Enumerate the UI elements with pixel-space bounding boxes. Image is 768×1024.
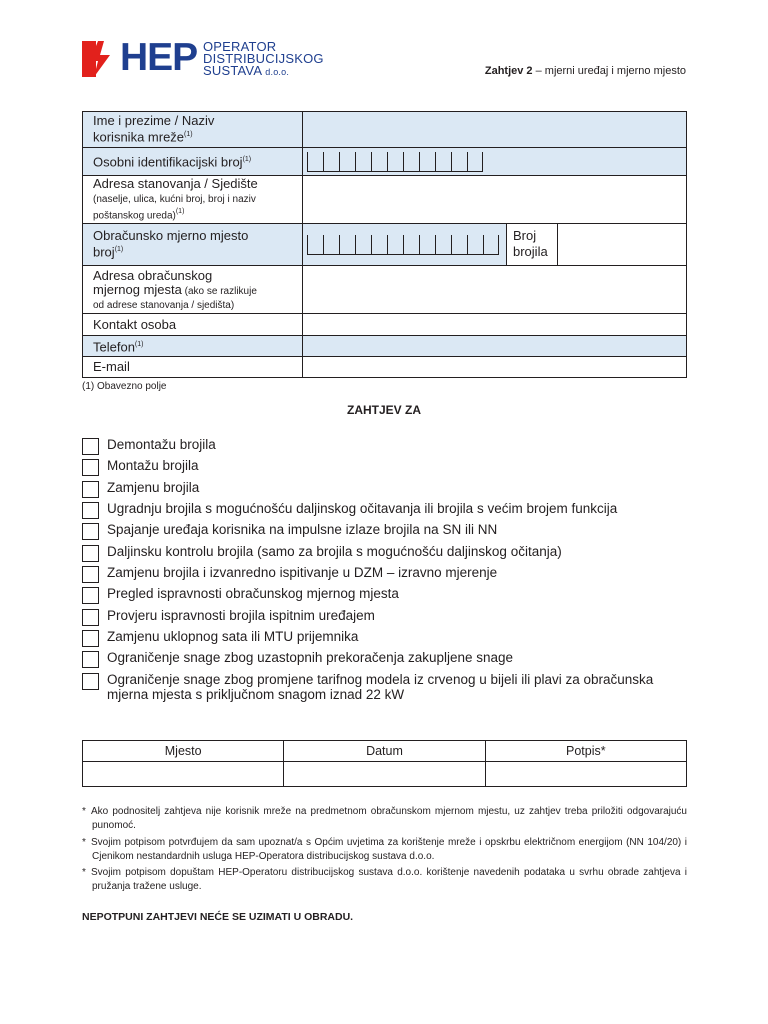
logo-brand: HEP <box>120 36 198 79</box>
option-checkbox[interactable] <box>82 481 99 498</box>
signature-input[interactable] <box>485 762 686 787</box>
metering-address-hint-3: od adrese stanovanja / sjedišta) <box>93 299 235 311</box>
option-checkbox[interactable] <box>82 566 99 583</box>
section-title: ZAHTJEV ZA <box>346 403 421 417</box>
address-label <box>83 176 303 224</box>
row-contact <box>83 314 687 336</box>
metering-address-hint-2: (ako se razlikuje <box>181 285 257 297</box>
row-email <box>83 357 687 378</box>
oib-input[interactable] <box>303 148 687 176</box>
note-marker: * <box>82 867 86 878</box>
option-item[interactable] <box>82 651 667 668</box>
applicant-info-table <box>82 111 687 378</box>
row-phone <box>83 336 687 357</box>
name-input[interactable] <box>303 112 687 148</box>
address-sup: (1) <box>175 208 185 216</box>
option-label: Zamjenu brojila i izvanredno ispitivanje u DZM – izravno mjerenje <box>107 565 498 580</box>
row-address <box>83 176 687 224</box>
row-metering-point <box>83 224 687 266</box>
note-text: Svojim potpisom dopuštam HEP-Operatoru distribucijskog sustava d.o.o. korištenje navedenih podataka u svrhu obrade zahtjeva i pružanja tražene usluge. <box>91 867 687 892</box>
note-marker: * <box>82 837 86 848</box>
name-sup: (1) <box>184 131 193 139</box>
lightning-bolt-icon <box>82 41 118 77</box>
metering-address-label-1: Adresa obračunskog <box>93 267 213 283</box>
name-label-1: Ime i prezime / Naziv <box>93 113 215 129</box>
option-label: Provjeru ispravnosti brojila ispitnim uređajem <box>107 608 375 623</box>
form-reference <box>485 65 686 77</box>
option-label: Ograničenje snage zbog promjene tarifnog modela iz crvenog u bijeli ili plavi za obračunska mjerna mjesta s priključnom snagom iznad 22 kW <box>107 672 654 702</box>
form-subtitle: – mjerni uređaj i mjerno mjesto <box>532 65 686 77</box>
phone-label-text: Telefon <box>93 339 135 355</box>
option-item[interactable] <box>82 438 667 455</box>
row-metering-address <box>83 266 687 314</box>
date-header: Datum <box>284 741 485 762</box>
contact-input[interactable] <box>303 314 687 336</box>
option-item[interactable] <box>82 609 667 626</box>
email-input[interactable] <box>303 357 687 378</box>
option-label: Montažu brojila <box>107 458 199 473</box>
note-item <box>82 836 687 864</box>
metering-point-label-2: broj <box>93 244 115 260</box>
metering-address-input[interactable] <box>303 266 687 314</box>
meter-number-label <box>506 224 558 265</box>
option-label: Daljinsku kontrolu brojila (samo za brojila s mogućnošću daljinskog očitanja) <box>107 544 562 559</box>
option-label: Zamjenu uklopnog sata ili MTU prijemnika <box>107 629 359 644</box>
place-header: Mjesto <box>83 741 284 762</box>
signature-table <box>82 740 687 787</box>
note-text: Ako podnositelj zahtjeva nije korisnik mreže na predmetnom obračunskom mjernom mjestu, uz zahtjev treba priložiti odgovarajuću punomoć. <box>91 806 687 831</box>
required-footnote: (1) Obavezno polje <box>82 381 167 392</box>
option-item[interactable] <box>82 481 667 498</box>
phone-label <box>83 336 303 357</box>
option-label: Pregled ispravnosti obračunskog mjernog mjesta <box>107 586 399 601</box>
option-label: Spajanje uređaja korisnika na impulsne izlaze brojila na SN ili NN <box>107 522 498 537</box>
option-item[interactable] <box>82 502 667 519</box>
address-hint-1: (naselje, ulica, kućni broj, broj i naziv <box>93 194 256 206</box>
meter-label-1: Broj <box>513 228 537 243</box>
oib-sup: (1) <box>242 156 252 164</box>
metering-point-cell <box>303 224 687 266</box>
address-input[interactable] <box>303 176 687 224</box>
meter-label-2: brojila <box>513 244 548 259</box>
option-item[interactable] <box>82 673 667 702</box>
option-checkbox[interactable] <box>82 587 99 604</box>
phone-sup: (1) <box>134 340 144 348</box>
option-label: Ograničenje snage zbog uzastopnih prekoračenja zakupljene snage <box>107 650 514 665</box>
option-checkbox[interactable] <box>82 609 99 626</box>
name-label-2: korisnika mreže <box>93 129 185 145</box>
meter-number-input[interactable] <box>558 224 686 265</box>
address-label-text: Adresa stanovanja / Sjedište <box>93 176 258 192</box>
phone-input[interactable] <box>303 336 687 357</box>
signature-input-row <box>83 762 687 787</box>
metering-point-label <box>83 224 303 266</box>
option-item[interactable] <box>82 545 667 562</box>
note-marker: * <box>82 806 86 817</box>
logo-line-2: DISTRIBUCIJSKOG <box>203 51 324 66</box>
logo-line-3-text: SUSTAVA <box>203 63 262 78</box>
metering-point-sup: (1) <box>114 246 124 254</box>
option-item[interactable] <box>82 459 667 476</box>
hep-logo <box>82 36 324 80</box>
option-checkbox[interactable] <box>82 459 99 476</box>
option-checkbox[interactable] <box>82 630 99 647</box>
contact-label: Kontakt osoba <box>83 314 303 336</box>
oib-digit-boxes[interactable] <box>307 152 686 172</box>
option-checkbox[interactable] <box>82 502 99 519</box>
option-label: Ugradnju brojila s mogućnošću daljinskog očitavanja ili brojila s većim brojem funkcija <box>107 501 618 516</box>
address-hint-2: poštanskog ureda) <box>93 210 176 222</box>
logo-line-1: OPERATOR <box>203 39 277 54</box>
email-label: E-mail <box>83 357 303 378</box>
metering-point-digit-boxes[interactable] <box>307 235 499 255</box>
place-input[interactable] <box>83 762 284 787</box>
note-item <box>82 805 687 833</box>
row-oib <box>83 148 687 176</box>
signature-header-row <box>83 741 687 762</box>
signature-header: Potpis* <box>485 741 686 762</box>
form-code: Zahtjev 2 <box>484 65 533 77</box>
name-label <box>83 112 303 148</box>
option-item[interactable] <box>82 523 667 540</box>
note-item <box>82 866 687 894</box>
option-checkbox[interactable] <box>82 545 99 562</box>
option-label: Zamjenu brojila <box>107 480 200 495</box>
option-item[interactable] <box>82 630 667 647</box>
incomplete-warning: NEPOTPUNI ZAHTJEVI NEĆE SE UZIMATI U OBRADU. <box>82 911 354 923</box>
row-name <box>83 112 687 148</box>
metering-address-label-2: mjernog mjesta <box>93 281 182 297</box>
option-checkbox[interactable] <box>82 651 99 668</box>
option-item[interactable] <box>82 566 667 583</box>
metering-point-input[interactable] <box>303 224 506 265</box>
option-checkbox[interactable] <box>82 523 99 540</box>
option-label: Demontažu brojila <box>107 437 216 452</box>
logo-line-3 <box>203 65 289 79</box>
option-item[interactable] <box>82 587 667 604</box>
oib-label <box>83 148 303 176</box>
metering-address-label <box>83 266 303 314</box>
option-checkbox[interactable] <box>82 438 99 455</box>
note-text: Svojim potpisom potvrđujem da sam upoznat/a s Općim uvjetima za korištenje mreže i opskrbu električnom energijom (NN 104/20) i Cjenikom nestandardnih usluga HEP-Operatora distribucijskog sustava d.o.o. <box>91 837 687 862</box>
oib-label-text: Osobni identifikacijski broj <box>93 154 243 170</box>
date-input[interactable] <box>284 762 485 787</box>
option-checkbox[interactable] <box>82 673 99 690</box>
logo-line-3-suffix: d.o.o. <box>265 67 290 77</box>
metering-point-label-1: Obračunsko mjerno mjesto <box>93 228 249 244</box>
